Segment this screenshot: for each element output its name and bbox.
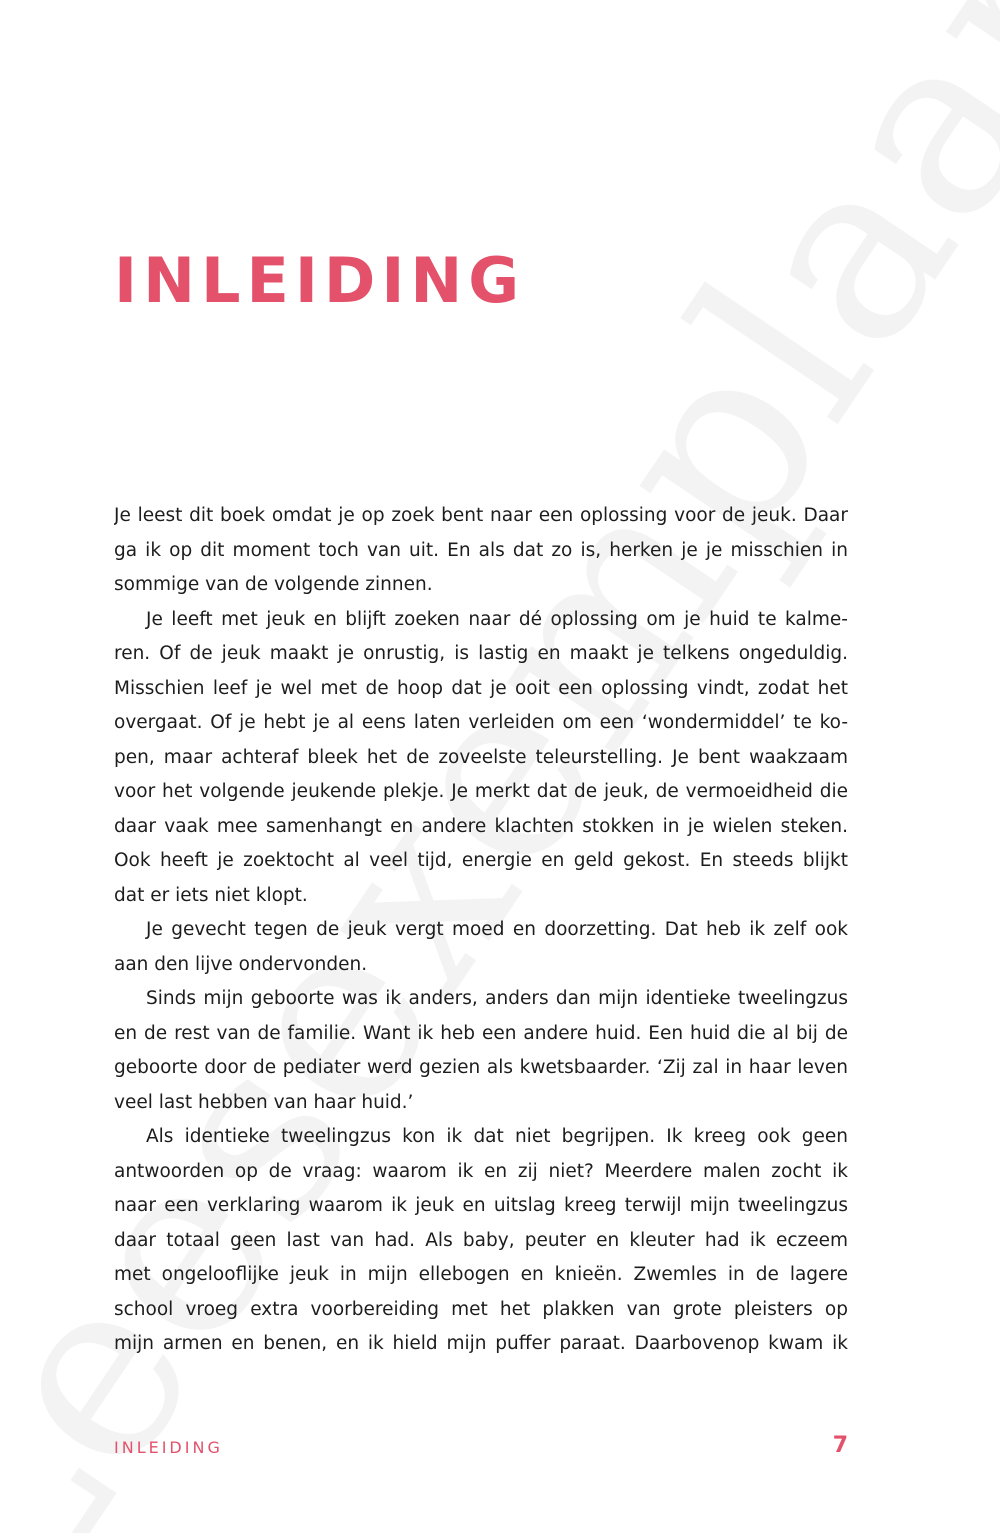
body-line: Je gevecht tegen de jeuk vergt moed en doorzetting. Dat heb ik zelf ook (146, 919, 848, 940)
body-line: Je leest dit boek omdat je op zoek bent naar een oplossing voor de jeuk. Daar (114, 505, 848, 526)
body-line: sommige van de volgende zinnen. (114, 574, 433, 595)
body-line: en de rest van de familie. Want ik heb een andere huid. Een huid die al bij de (114, 1022, 848, 1044)
body-line: pen, maar achteraf bleek het de zoveelste teleurstelling. Je bent waakzaam (114, 746, 848, 768)
body-line: ren. Of de jeuk maakt je onrustig, is lastig en maakt je telkens ongeduldig. (114, 643, 848, 664)
body-line: mijn armen en benen, en ik hield mijn puffer paraat. Daarbovenop kwam ik (114, 1333, 848, 1354)
body-line: dat er iets niet klopt. (114, 884, 308, 906)
body-line: naar een verklaring waarom ik jeuk en uitslag kreeg terwijl mijn tweelingzus (114, 1195, 848, 1216)
body-line: ga ik op dit moment toch van uit. En als dat zo is, herken je je misschien in (114, 539, 848, 561)
body-line: geboorte door de pediater werd gezien als kwetsbaarder. ‘Zij zal in haar leven (114, 1057, 848, 1078)
body-text (114, 499, 848, 1362)
body-line: daar vaak mee samenhangt en andere klachten stokken in je wielen steken. (114, 815, 848, 837)
body-line: voor het volgende jeukende plekje. Je merkt dat de jeuk, de vermoeidheid die (114, 781, 848, 802)
body-line: met ongelooflijke jeuk in mijn ellebogen en knieën. Zwemles in de lagere (114, 1264, 848, 1285)
body-line: antwoorden op de vraag: waarom ik en zij niet? Meerdere malen zocht ik (114, 1160, 848, 1182)
body-line: school vroeg extra voorbereiding met het plakken van grote pleisters op (114, 1298, 848, 1320)
body-line: Misschien leef je wel met de hoop dat je ooit een oplossing vindt, zodat het (114, 677, 848, 699)
body-line: aan den lijve ondervonden. (114, 953, 368, 975)
body-line: daar totaal geen last van had. Als baby, peuter en kleuter had ik eczeem (114, 1229, 848, 1251)
chapter-title: INLEIDING (114, 244, 526, 317)
body-line: Als identieke tweelingzus kon ik dat niet begrijpen. Ik kreeg ook geen (146, 1126, 848, 1147)
body-line: Je leeft met jeuk en blijft zoeken naar dé oplossing om je huid te kalme- (146, 608, 848, 630)
page-number: 7 (832, 1433, 848, 1458)
body-line: veel last hebben van haar huid.’ (114, 1091, 414, 1113)
body-line: Sinds mijn geboorte was ik anders, anders dan mijn identieke tweelingzus (146, 988, 848, 1009)
body-line: Ook heeft je zoektocht al veel tijd, energie en geld gekost. En steeds blijkt (114, 850, 848, 871)
body-line: overgaat. Of je hebt je al eens laten verleiden om een ‘wondermiddel’ te ko- (114, 712, 848, 733)
running-head: INLEIDING (114, 1438, 223, 1457)
